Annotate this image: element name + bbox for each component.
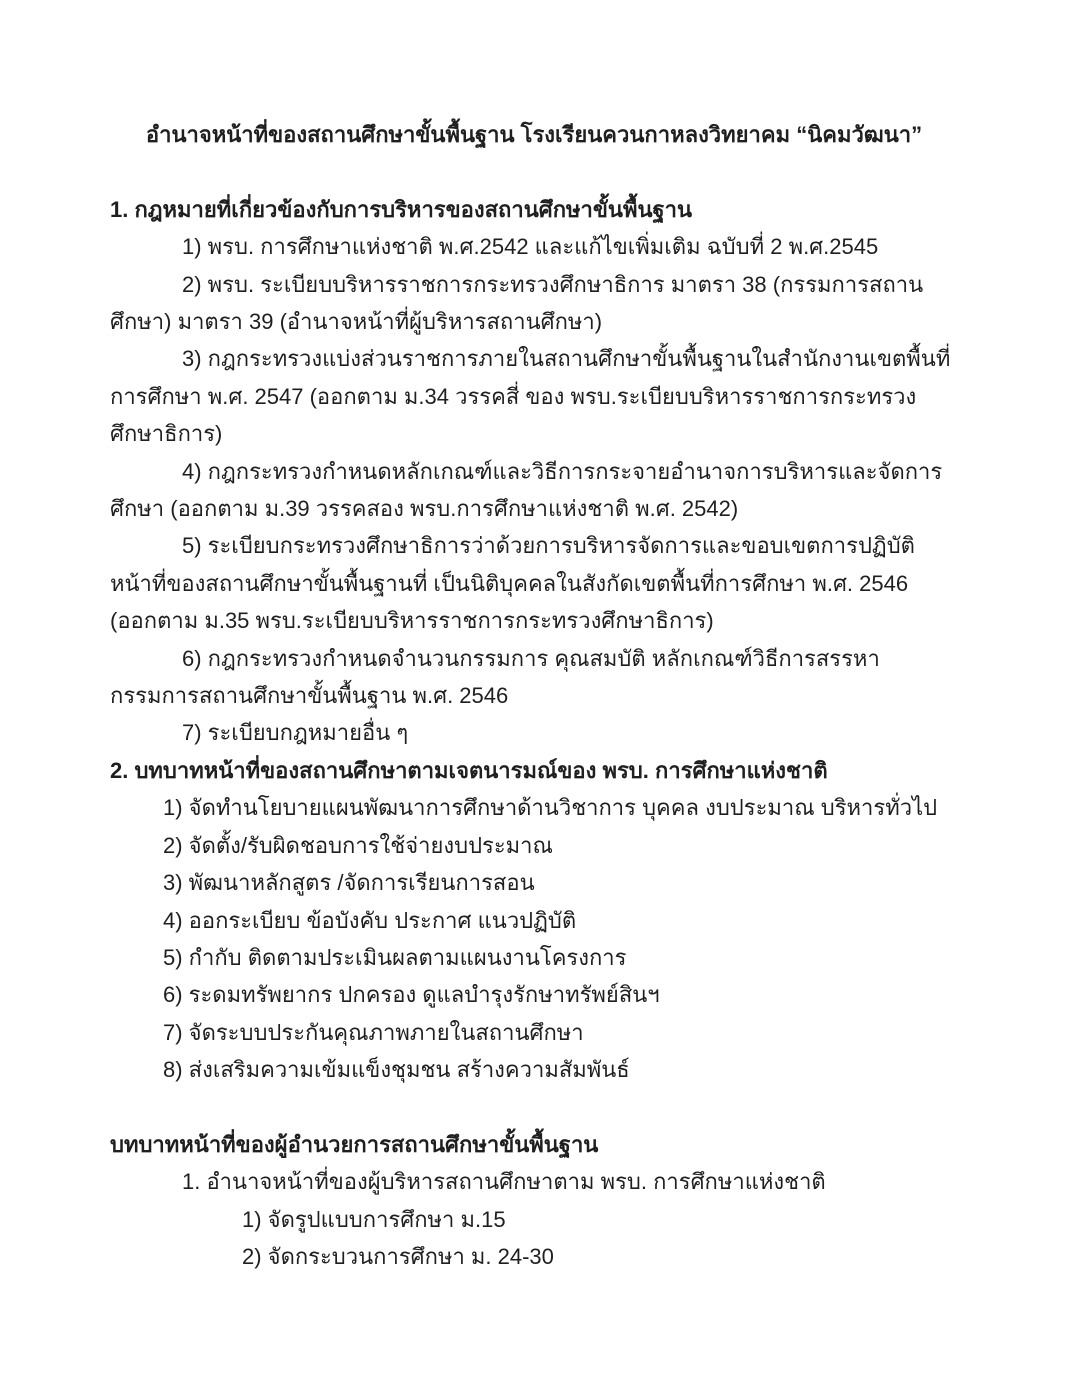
paragraph: 6) กฎกระทรวงกำหนดจำนวนกรรมการ คุณสมบัติ หลักเกณฑ์วิธีการสรรหากรรมการสถานศึกษาขั้นพื้นฐาน พ.ศ. 2546 (110, 645, 880, 709)
section-heading: 1. กฎหมายที่เกี่ยวข้องกับการบริหารของสถานศึกษาขั้นพื้นฐาน (110, 196, 693, 222)
paragraph: 5) ระเบียบกระทรวงศึกษาธิการว่าด้วยการบริหารจัดการและขอบเขตการปฏิบัติหน้าที่ของสถานศึกษาขั้นพื้นฐานที่ เป็นนิติบุคคลในสังกัดเขตพื้นที่การศึกษา พ.ศ. 2546 (ออกตาม ม.35 พรบ.ระเบียบบริหารราชการกระทรวงศึกษาธิการ) (110, 533, 915, 634)
paragraph: 4) กฎกระทรวงกำหนดหลักเกณฑ์และวิธีการกระจายอำนาจการบริหารและจัดการศึกษา (ออกตาม ม.39 วรรคสอง พรบ.การศึกษาแห่งชาติ พ.ศ. 2542) (110, 458, 943, 522)
paragraph: 1. อำนาจหน้าที่ของผู้บริหารสถานศึกษาตาม พรบ. การศึกษาแห่งชาติ (182, 1169, 826, 1195)
list-item: 7) จัดระบบประกันคุณภาพภายในสถานศึกษา (163, 1019, 584, 1045)
sub-list-item: 1) จัดรูปแบบการศึกษา ม.15 (242, 1206, 506, 1232)
page-title: อำนาจหน้าที่ของสถานศึกษาขั้นพื้นฐาน โรงเรียนควนกาหลงวิทยาคม “นิคมวัฒนา” (145, 122, 923, 147)
blank-line (110, 1089, 958, 1126)
sub-list-item: 2) จัดกระบวนการศึกษา ม. 24-30 (242, 1244, 554, 1270)
paragraph: 2) พรบ. ระเบียบบริหารราชการกระทรวงศึกษาธิการ มาตรา 38 (กรรมการสถานศึกษา) มาตรา 39 (อำนาจหน้าที่ผู้บริหารสถานศึกษา) (110, 271, 924, 335)
list-item: 3) พัฒนาหลักสูตร /จัดการเรียนการสอน (163, 870, 535, 896)
paragraph: 7) ระเบียบกฎหมายอื่น ๆ (182, 720, 409, 746)
list-item: 5) กำกับ ติดตามประเมินผลตามแผนงานโครงการ (163, 944, 627, 970)
section-heading: บทบาทหน้าที่ของผู้อำนวยการสถานศึกษาขั้นพื้นฐาน (110, 1131, 599, 1157)
list-item: 4) ออกระเบียบ ข้อบังคับ ประกาศ แนวปฏิบัติ (163, 907, 577, 933)
section-heading: 2. บทบาทหน้าที่ของสถานศึกษาตามเจตนารมณ์ของ พรบ. การศึกษาแห่งชาติ (110, 757, 828, 783)
document-body (110, 191, 958, 1276)
paragraph: 1) พรบ. การศึกษาแห่งชาติ พ.ศ.2542 และแก้ไขเพิ่มเติม ฉบับที่ 2 พ.ศ.2545 (182, 234, 879, 260)
list-item: 1) จัดทำนโยบายแผนพัฒนาการศึกษาด้านวิชาการ บุคคล งบประมาณ บริหารทั่วไป (163, 795, 938, 821)
list-item: 8) ส่งเสริมความเข้มแข็งชุมชน สร้างความสัมพันธ์ (163, 1057, 630, 1083)
paragraph: 3) กฎกระทรวงแบ่งส่วนราชการภายในสถานศึกษาขั้นพื้นฐานในสำนักงานเขตพื้นที่การศึกษา พ.ศ. 2547 (ออกตาม ม.34 วรรคสี่ ของ พรบ.ระเบียบบริหารราชการกระทรวงศึกษาธิการ) (110, 346, 951, 447)
list-item: 6) ระดมทรัพยากร ปกครอง ดูแลบำรุงรักษาทรัพย์สินฯ (163, 982, 660, 1008)
list-item: 2) จัดตั้ง/รับผิดชอบการใช้จ่ายงบประมาณ (163, 832, 553, 858)
